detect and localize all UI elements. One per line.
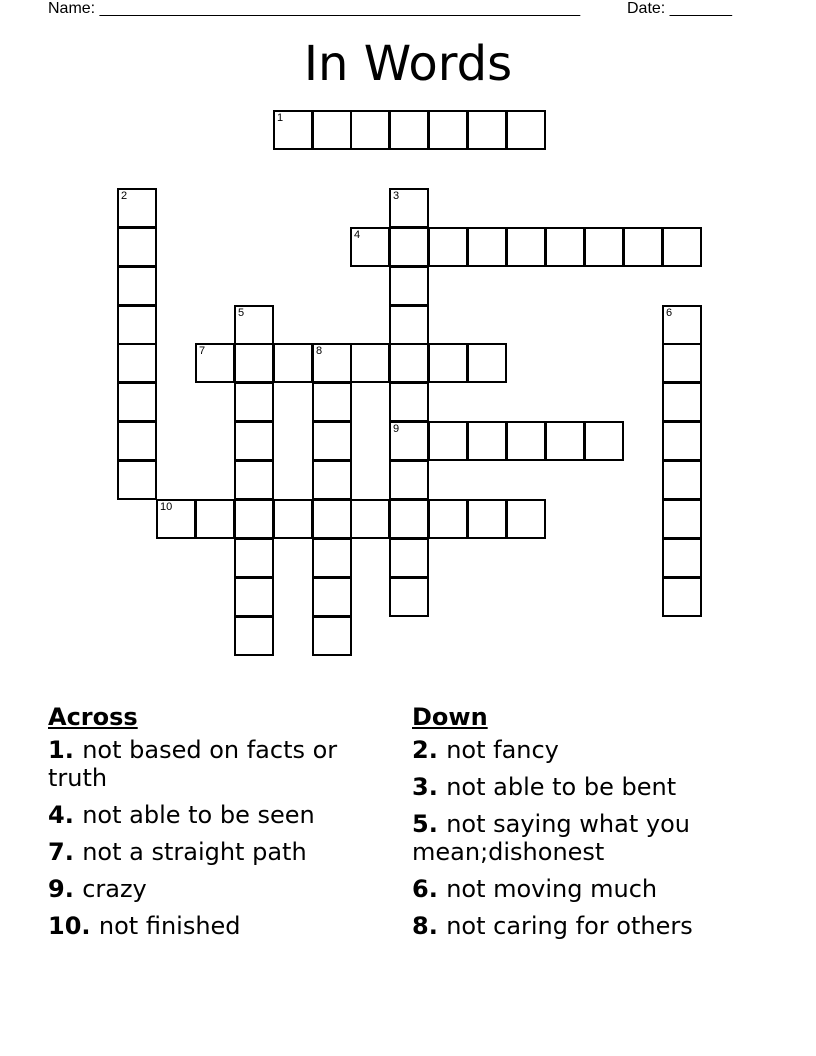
grid-cell[interactable] <box>312 343 352 383</box>
clue-number: 9 <box>48 875 65 903</box>
clue-number: 10 <box>48 912 82 940</box>
grid-cell[interactable] <box>117 227 157 267</box>
grid-cell[interactable] <box>117 305 157 345</box>
cell-number: 9 <box>393 423 400 435</box>
grid-cell[interactable] <box>389 382 429 422</box>
grid-cell[interactable] <box>389 266 429 306</box>
grid-cell[interactable] <box>350 227 390 267</box>
grid-cell[interactable] <box>467 110 507 150</box>
down-clue: 5. not saying what you mean;dishonest <box>412 810 690 866</box>
clue-number: 4 <box>48 801 65 829</box>
grid-cell[interactable] <box>234 616 274 656</box>
grid-cell[interactable] <box>273 343 313 383</box>
cell-number: 3 <box>393 190 400 202</box>
puzzle-title: In Words <box>303 36 513 92</box>
grid-cell[interactable] <box>428 343 468 383</box>
grid-cell[interactable] <box>234 421 274 461</box>
clue-number: 7 <box>48 838 65 866</box>
grid-cell[interactable] <box>312 421 352 461</box>
across-clue: 10. not finished <box>48 912 241 940</box>
cell-number: 7 <box>199 345 206 357</box>
across-clue: 4. not able to be seen <box>48 801 315 829</box>
cell-number: 8 <box>316 345 323 357</box>
grid-cell[interactable] <box>662 538 702 578</box>
grid-cell[interactable] <box>117 343 157 383</box>
grid-cell[interactable] <box>312 577 352 617</box>
grid-cell[interactable] <box>389 305 429 345</box>
grid-cell[interactable] <box>506 110 546 150</box>
grid-cell[interactable] <box>389 538 429 578</box>
grid-cell[interactable] <box>428 227 468 267</box>
grid-cell[interactable] <box>662 421 702 461</box>
clue-text: not a straight path <box>82 838 307 866</box>
grid-cell[interactable] <box>234 382 274 422</box>
grid-cell[interactable] <box>273 110 313 150</box>
grid-cell[interactable] <box>467 499 507 539</box>
down-clue: 2. not fancy <box>412 736 559 764</box>
across-clue-list <box>48 736 388 940</box>
grid-cell[interactable] <box>195 499 235 539</box>
clue-text: not caring for others <box>446 912 693 940</box>
across-heading: Across <box>48 703 138 731</box>
down-clue: 3. not able to be bent <box>412 773 677 801</box>
clue-text: not able to be bent <box>446 773 677 801</box>
grid-cell[interactable] <box>545 227 585 267</box>
across-clue: 7. not a straight path <box>48 838 307 866</box>
grid-cell[interactable] <box>117 188 157 228</box>
grid-cell[interactable] <box>545 421 585 461</box>
clue-number: 5 <box>412 810 429 838</box>
worksheet-header <box>0 0 816 24</box>
grid-cell[interactable] <box>389 577 429 617</box>
grid-cell[interactable] <box>389 227 429 267</box>
down-clue: 6. not moving much <box>412 875 658 903</box>
grid-cell[interactable] <box>506 499 546 539</box>
grid-cell[interactable] <box>584 421 624 461</box>
grid-cell[interactable] <box>234 538 274 578</box>
grid-cell[interactable] <box>662 227 702 267</box>
grid-cell[interactable] <box>234 305 274 345</box>
grid-cell[interactable] <box>428 421 468 461</box>
grid-cell[interactable] <box>195 343 235 383</box>
grid-cell[interactable] <box>350 343 390 383</box>
grid-cell[interactable] <box>662 460 702 500</box>
date-line[interactable]: Date: _______ <box>627 0 732 17</box>
down-clue-list <box>412 736 752 940</box>
grid-cell[interactable] <box>312 382 352 422</box>
grid-cell[interactable] <box>234 577 274 617</box>
cell-number: 1 <box>277 112 284 124</box>
clue-number: 1 <box>48 736 65 764</box>
grid-cell[interactable] <box>234 343 274 383</box>
grid-cell[interactable] <box>584 227 624 267</box>
clue-text: not based on facts or truth <box>48 736 338 792</box>
grid-cell[interactable] <box>312 110 352 150</box>
grid-cell[interactable] <box>467 343 507 383</box>
grid-cell[interactable] <box>273 499 313 539</box>
grid-cell[interactable] <box>623 227 663 267</box>
grid-cell[interactable] <box>234 460 274 500</box>
clue-text: crazy <box>82 875 147 903</box>
down-heading: Down <box>412 703 488 731</box>
grid-cell[interactable] <box>350 110 390 150</box>
grid-cell[interactable] <box>662 343 702 383</box>
clue-text: not able to be seen <box>82 801 315 829</box>
grid-cell[interactable] <box>506 421 546 461</box>
grid-cell[interactable] <box>389 421 429 461</box>
down-clue: 8. not caring for others <box>412 912 693 940</box>
grid-cell[interactable] <box>389 188 429 228</box>
clue-text: not saying what you mean;dishonest <box>412 810 690 866</box>
across-clue: 1. not based on facts or truth <box>48 736 338 792</box>
grid-cell[interactable] <box>312 538 352 578</box>
across-clue: 9. crazy <box>48 875 147 903</box>
grid-cell[interactable] <box>662 499 702 539</box>
grid-cell[interactable] <box>389 110 429 150</box>
grid-cell[interactable] <box>506 227 546 267</box>
grid-cell[interactable] <box>389 460 429 500</box>
clue-text: not finished <box>98 912 241 940</box>
grid-cell[interactable] <box>117 382 157 422</box>
name-line[interactable]: Name: ______________________________________________________ <box>48 0 581 17</box>
grid-cell[interactable] <box>389 499 429 539</box>
grid-cell[interactable] <box>428 499 468 539</box>
grid-cell[interactable] <box>428 110 468 150</box>
grid-cell[interactable] <box>467 421 507 461</box>
grid-cell[interactable] <box>117 266 157 306</box>
clue-number: 2 <box>412 736 429 764</box>
clue-number: 3 <box>412 773 429 801</box>
cell-number: 6 <box>666 307 673 319</box>
grid-cell[interactable] <box>662 577 702 617</box>
grid-cell[interactable] <box>117 460 157 500</box>
grid-cell[interactable] <box>312 616 352 656</box>
cell-number: 10 <box>160 501 173 513</box>
cell-number: 4 <box>354 229 361 241</box>
down-clues <box>412 700 752 949</box>
cell-number: 2 <box>121 190 128 202</box>
grid-cell[interactable] <box>350 499 390 539</box>
clue-number: 6 <box>412 875 429 903</box>
grid-cell[interactable] <box>234 499 274 539</box>
cell-number: 5 <box>238 307 245 319</box>
grid-cell[interactable] <box>662 305 702 345</box>
grid-cell[interactable] <box>389 343 429 383</box>
grid-cell[interactable] <box>156 499 196 539</box>
grid-cell[interactable] <box>312 460 352 500</box>
clue-text: not fancy <box>446 736 559 764</box>
grid-cell[interactable] <box>467 227 507 267</box>
clue-text: not moving much <box>446 875 658 903</box>
across-clues <box>48 700 388 949</box>
grid-cell[interactable] <box>117 421 157 461</box>
clue-number: 8 <box>412 912 429 940</box>
grid-cell[interactable] <box>312 499 352 539</box>
grid-cell[interactable] <box>662 382 702 422</box>
